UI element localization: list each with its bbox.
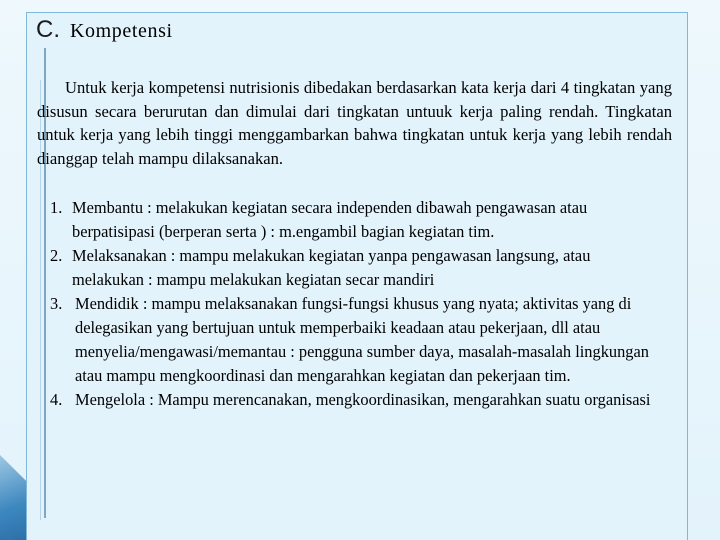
list-number: 1. bbox=[50, 198, 63, 217]
intro-paragraph: Untuk kerja kompetensi nutrisionis dibedakan berdasarkan kata kerja dari 4 tingkatan yang disusun secara berurutan dan dimulai dari tingkatan untuuk kerja paling rendah. Tingkatan untuk kerja yang lebih tinggi menggambarkan bahwa tingkatan untuk kerja yang lebih rendah dianggap telah mampu dilaksanakan. bbox=[37, 78, 672, 168]
list-item-text: Melaksanakan : mampu melakukan kegiatan yanpa pengawasan langsung, atau melakukan : mampu melakukan kegiatan secar mandiri bbox=[72, 246, 591, 289]
list-number: 3. bbox=[50, 294, 63, 313]
list-item-text: Membantu : melakukan kegiatan secara independen dibawah pengawasan atau berpatisipasi (berperan serta ) : m.engambil bagian kegiatan tim. bbox=[72, 198, 588, 241]
list-item bbox=[50, 196, 660, 244]
competency-list bbox=[50, 196, 660, 412]
list-number: 2. bbox=[50, 246, 63, 265]
list-item-text: Mengelola : Mampu merencanakan, mengkoordinasikan, mengarahkan suatu organisasi bbox=[75, 390, 651, 409]
section-letter: C. bbox=[36, 16, 60, 43]
list-number: 4. bbox=[50, 390, 63, 409]
section-title: Kompetensi bbox=[70, 20, 173, 42]
list-item bbox=[50, 292, 660, 388]
section-heading bbox=[36, 16, 173, 48]
list-item-text: Mendidik : mampu melaksanakan fungsi-fungsi khusus yang nyata; aktivitas yang di delegasikan yang bertujuan untuk memperbaiki keadaan atau pekerjaan, dll atau menyelia/mengawasi/memantau : pengguna sumber daya, masalah-masalah lingkungan atau mampu mengkoordinasi dan mengarahkan kegiatan dan pekerjaan tim. bbox=[75, 294, 649, 385]
list-item bbox=[50, 244, 660, 292]
list-item bbox=[50, 388, 660, 412]
